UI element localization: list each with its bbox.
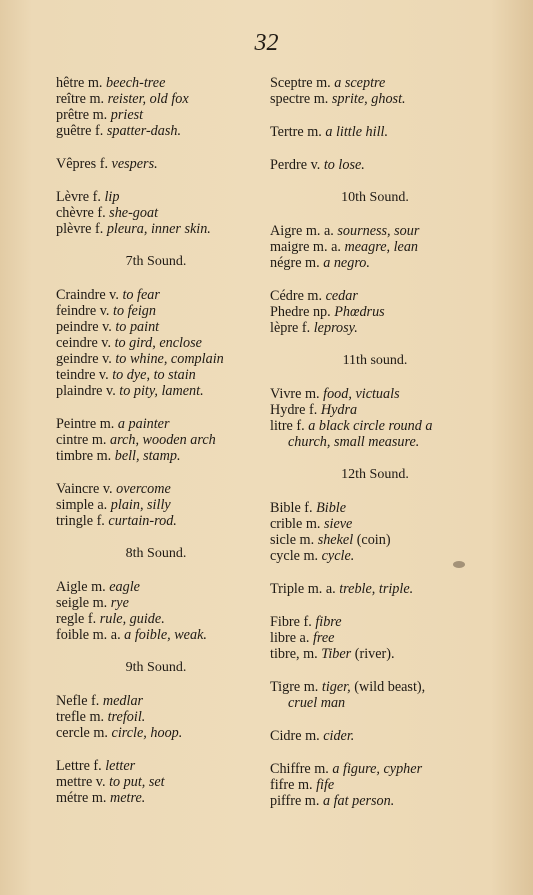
entry-meaning: a foible, weak. [124,627,207,643]
entry-meaning: treble, triple. [339,581,414,597]
entry-word: Triple m. a. [270,581,336,597]
entry-meaning: overcome [116,481,171,497]
vocab-entry [270,320,510,336]
entry-meaning: circle, hoop. [111,725,183,741]
vocab-entry [56,758,266,774]
entry-group [270,288,510,336]
entry-word: Phedre np. [270,304,331,320]
entry-meaning: tiger, [321,679,351,695]
vocab-entry [270,548,510,564]
entry-group [270,581,510,597]
entry-word: Vêpres f. [56,156,108,172]
entry-meaning: trefoil. [107,709,146,725]
entry-meaning: food, victuals [323,386,400,402]
entry-note: (wild beast), [354,679,426,695]
vocab-entry [270,386,510,402]
entry-meaning: leprosy. [313,320,358,336]
entry-word: reître m. [56,91,105,107]
vocab-entry [56,481,266,497]
sound-heading: 12th Sound. [341,467,409,482]
entry-meaning: to gird, enclose [114,335,202,351]
vocab-entry [270,418,510,434]
vocab-entry [56,287,266,303]
entry-meaning: a negro. [323,255,370,271]
entry-meaning: to put, set [109,774,165,790]
entry-meaning: metre. [109,790,146,806]
entry-meaning: Phœdrus [334,304,385,320]
entry-meaning: eagle [109,579,140,595]
vocab-entry [56,319,266,335]
entry-word: mettre v. [56,774,106,790]
entry-word: simple a. [56,497,108,513]
ink-stain [453,561,465,568]
vocab-entry [270,614,510,630]
entry-word: Aigle m. [56,579,106,595]
entry-word: prêtre m. [56,107,108,123]
entry-group [56,287,266,399]
entry-word: cintre m. [56,432,107,448]
entry-meaning: medlar [102,693,144,709]
entry-meaning: pleura, inner skin. [106,221,211,237]
entry-word: piffre m. [270,793,320,809]
entry-word: timbre m. [56,448,112,464]
entry-meaning: to pity, lament. [119,383,204,399]
entry-meaning: to dye, to stain [112,367,196,383]
vocab-entry [56,123,266,139]
entry-word: Fibre f. [270,614,312,630]
entry-word: trefle m. [56,709,105,725]
entry-group [270,679,510,711]
vocab-entry [56,221,266,237]
vocab-entry [270,679,510,695]
vocab-entry [56,351,266,367]
entry-word: foible m. a. [56,627,121,643]
entry-meaning: sprite, ghost. [331,91,406,107]
entry-word: spectre m. [270,91,329,107]
entry-group [56,156,266,172]
entry-word: Peintre m. [56,416,115,432]
entry-word: sicle m. [270,532,315,548]
vocab-entry [56,416,266,432]
vocab-entry [270,777,510,793]
right-column [270,75,510,826]
page-number: 32 [254,30,279,56]
vocab-entry [270,646,510,662]
entry-word: Sceptre m. [270,75,331,91]
entry-word: seigle m. [56,595,108,611]
vocab-entry [270,124,510,140]
vocab-entry [56,627,266,643]
entry-word: Craindre v. [56,287,119,303]
entry-meaning: free [312,630,335,646]
vocab-entry [270,630,510,646]
entry-word: négre m. [270,255,320,271]
entry-meaning: church, small measure. [288,434,420,450]
vocab-entry [56,303,266,319]
vocab-entry [270,255,510,271]
vocab-entry [56,725,266,741]
entry-word: peindre v. [56,319,112,335]
vocab-entry [56,611,266,627]
entry-meaning: arch, wooden arch [109,432,216,448]
entry-meaning: letter [105,758,136,774]
entry-meaning: a little hill. [325,124,389,140]
sound-heading: 7th Sound. [125,254,187,269]
vocab-entry [56,497,266,513]
vocab-entry [56,595,266,611]
entry-group [56,693,266,741]
entry-group [270,614,510,662]
entry-word: métre m. [56,790,107,806]
vocab-entry [56,107,266,123]
entry-word: Chiffre m. [270,761,329,777]
entry-meaning: to feign [113,303,156,319]
vocab-entry [56,432,266,448]
entry-word: Bible f. [270,500,313,516]
entry-meaning: sieve [323,516,353,532]
entry-meaning: fife [316,777,335,793]
entry-group [270,75,510,107]
vocab-entry [270,434,510,450]
vocab-entry [56,189,266,205]
vocab-entry [56,709,266,725]
sound-heading: 8th Sound. [125,546,187,561]
vocab-entry [270,581,510,597]
vocab-entry [56,383,266,399]
entry-group [270,124,510,140]
vocab-entry [270,75,510,91]
entry-word: chèvre f. [56,205,106,221]
vocab-entry [270,728,510,744]
vocab-entry [56,156,266,172]
entry-meaning: curtain-rod. [108,513,177,529]
entry-word: fifre m. [270,777,313,793]
entry-note: (coin) [356,532,391,548]
entry-word: cercle m. [56,725,108,741]
entry-meaning: shekel [317,532,354,548]
entry-word: Aigre m. a. [270,223,334,239]
entry-group [56,75,266,139]
entry-word: feindre v. [56,303,110,319]
left-column [56,75,266,823]
entry-group [56,416,266,464]
entry-word: crible m. [270,516,321,532]
entry-group [270,728,510,744]
entry-meaning: Hydra [320,402,358,418]
vocab-entry [56,205,266,221]
entry-word: Cédre m. [270,288,323,304]
entry-word: cycle m. [270,548,319,564]
sound-heading: 11th sound. [342,353,408,368]
sound-heading: 10th Sound. [341,190,409,205]
entry-meaning: meagre, lean [344,239,419,255]
entry-word: guêtre f. [56,123,104,139]
vocab-entry [56,513,266,529]
entry-meaning: cruel man [288,695,346,711]
entry-meaning: she-goat [109,205,159,221]
entry-word: Hydre f. [270,402,318,418]
vocab-entry [270,304,510,320]
entry-meaning: a fat person. [322,793,395,809]
entry-meaning: a figure, cypher [332,761,423,777]
entry-meaning: rule, guide. [99,611,165,627]
entry-meaning: beech-tree [106,75,166,91]
entry-group [56,481,266,529]
entry-group [56,189,266,237]
vocab-entry [270,288,510,304]
entry-meaning: vespers. [111,156,158,172]
entry-group [270,157,510,173]
entry-meaning: Bible [316,500,347,516]
entry-meaning: a sceptre [334,75,386,91]
vocab-entry [270,761,510,777]
entry-group [56,579,266,643]
entry-word: hêtre m. [56,75,103,91]
vocab-entry [270,91,510,107]
entry-meaning: to lose. [323,157,365,173]
entry-meaning: a painter [117,416,170,432]
entry-word: Tigre m. [270,679,319,695]
entry-meaning: reister, old fox [107,91,189,107]
vocab-entry [270,402,510,418]
entry-meaning: lip [104,189,120,205]
vocab-entry [56,579,266,595]
entry-meaning: rye [110,595,129,611]
entry-word: regle f. [56,611,97,627]
entry-word: Vivre m. [270,386,320,402]
entry-word: litre f. [270,418,305,434]
entry-meaning: cider. [323,728,355,744]
entry-word: Nefle f. [56,693,100,709]
entry-meaning: to fear [122,287,160,303]
vocab-entry [56,335,266,351]
sound-heading: 9th Sound. [125,660,187,675]
entry-word: tibre, m. [270,646,318,662]
entry-word: ceindre v. [56,335,112,351]
entry-word: tringle f. [56,513,105,529]
entry-meaning: priest [110,107,144,123]
entry-word: libre a. [270,630,310,646]
vocab-entry [270,532,510,548]
entry-word: Cidre m. [270,728,320,744]
entry-meaning: to whine, complain [115,351,224,367]
entry-word: Lèvre f. [56,189,101,205]
entry-word: Perdre v. [270,157,321,173]
vocab-entry [56,367,266,383]
entry-meaning: plain, silly [110,497,171,513]
vocab-entry [56,693,266,709]
entry-meaning: fibre [315,614,342,630]
entry-meaning: spatter-dash. [106,123,182,139]
entry-word: Lettre f. [56,758,102,774]
entry-meaning: sourness, sour [337,223,420,239]
entry-meaning: to paint [115,319,160,335]
entry-word: Vaincre v. [56,481,113,497]
vocab-entry [270,157,510,173]
entry-group [270,223,510,271]
vocab-entry [56,75,266,91]
vocab-entry [56,774,266,790]
entry-word: Tertre m. [270,124,322,140]
entry-meaning: a black circle round a [308,418,433,434]
vocab-entry [270,223,510,239]
entry-meaning: Tiber [321,646,352,662]
entry-meaning: bell, stamp. [114,448,181,464]
entry-word: geindre v. [56,351,112,367]
vocab-entry [270,500,510,516]
entry-note: (river). [354,646,395,662]
entry-group [56,758,266,806]
vocab-entry [270,793,510,809]
entry-word: plèvre f. [56,221,104,237]
entry-word: maigre m. a. [270,239,341,255]
vocab-entry [270,695,510,711]
vocab-entry [56,91,266,107]
vocab-entry [56,790,266,806]
entry-group [270,761,510,809]
entry-meaning: cycle. [321,548,355,564]
entry-group [270,386,510,450]
vocab-entry [56,448,266,464]
entry-group [270,500,510,564]
vocab-entry [270,239,510,255]
vocab-entry [270,516,510,532]
entry-word: teindre v. [56,367,109,383]
entry-word: lèpre f. [270,320,311,336]
entry-meaning: cedar [325,288,358,304]
entry-word: plaindre v. [56,383,116,399]
